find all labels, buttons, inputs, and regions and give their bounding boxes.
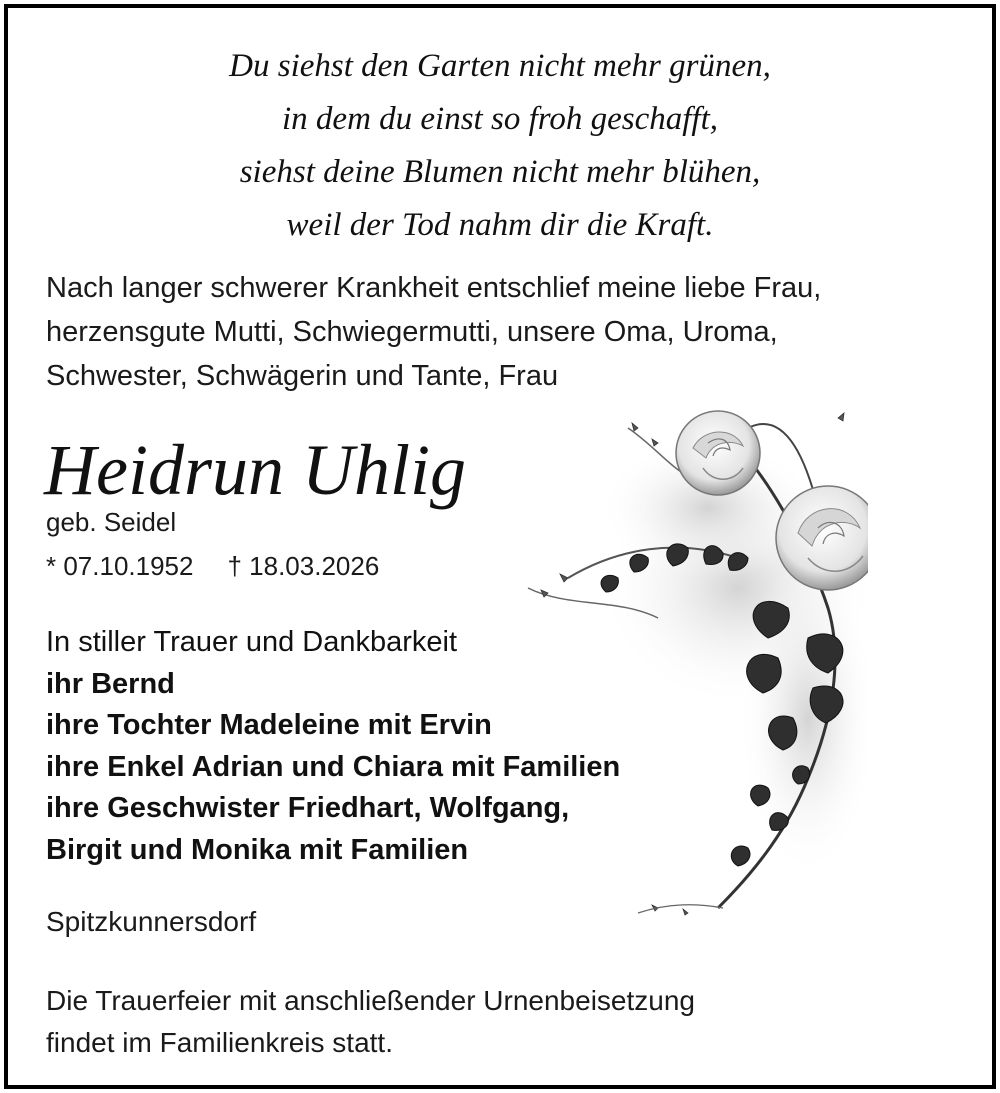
note-line: Die Trauerfeier mit anschließender Urnenbeisetzung bbox=[46, 985, 695, 1016]
birth-date: * 07.10.1952 bbox=[46, 551, 194, 581]
life-dates bbox=[46, 548, 379, 584]
poem-line: weil der Tod nahm dir die Kraft. bbox=[286, 207, 714, 243]
deceased-name: Heidrun Uhlig bbox=[44, 430, 466, 510]
poem bbox=[8, 40, 992, 252]
intro-line: herzensgute Mutti, Schwiegermutti, unsere Oma, Uroma, bbox=[46, 316, 778, 348]
mourners-list bbox=[46, 622, 620, 871]
funeral-note bbox=[46, 980, 695, 1064]
maiden-name: geb. Seidel bbox=[46, 507, 177, 537]
place-name: Spitzkunnersdorf bbox=[46, 906, 257, 937]
poem-line: in dem du einst so froh geschafft, bbox=[282, 101, 718, 137]
mourner-line: ihre Enkel Adrian und Chiara mit Familien bbox=[46, 750, 621, 783]
intro-text bbox=[46, 266, 946, 398]
death-date: † 18.03.2026 bbox=[227, 551, 380, 581]
mourner-line: ihr Bernd bbox=[46, 667, 175, 700]
intro-line: Schwester, Schwägerin und Tante, Frau bbox=[46, 360, 559, 392]
mourner-line: ihre Tochter Madeleine mit Ervin bbox=[46, 709, 492, 741]
poem-line: siehst deine Blumen nicht mehr blühen, bbox=[239, 154, 761, 190]
intro-line: Nach langer schwerer Krankheit entschlief meine liebe Frau, bbox=[46, 272, 822, 304]
mourner-line: Birgit und Monika mit Familien bbox=[46, 833, 469, 866]
mourners-heading: In stiller Trauer und Dankbarkeit bbox=[46, 626, 458, 658]
obituary-notice bbox=[4, 4, 996, 1089]
poem-line: Du siehst den Garten nicht mehr grünen, bbox=[229, 48, 771, 84]
note-line: findet im Familienkreis statt. bbox=[46, 1027, 393, 1058]
mourner-line: ihre Geschwister Friedhart, Wolfgang, bbox=[46, 792, 570, 824]
